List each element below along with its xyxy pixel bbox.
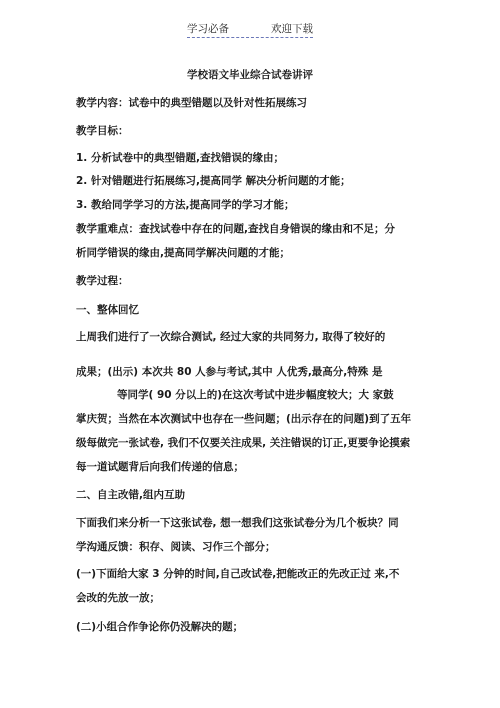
document-title: 学校语文毕业综合试卷讲评 — [187, 69, 313, 81]
teaching-content: 教学内容：试卷中的典型错题以及针对性拓展练习 — [76, 97, 307, 109]
header-right-text: 欢迎下载 — [271, 23, 313, 35]
header-left-text: 学习必备 — [187, 23, 229, 35]
goal-3: 3. 教给同学学习的方法,提高同学的学习才能； — [76, 199, 295, 211]
goal-2: 2. 针对错题进行拓展练习,提高同学 解决分析问题的才能； — [76, 175, 351, 187]
paragraph-line: 下面我们来分析一下这张试卷, 想一想我们这张试卷分为几个板块？同 — [76, 517, 399, 529]
paragraph-line: 每一道试题背后向我们传递的信息； — [76, 461, 244, 473]
paragraph-line: (二)小组合作争论你仍没解决的题； — [76, 621, 244, 633]
goal-1: 1. 分析试卷中的典型错题,查找错误的缘由； — [76, 152, 284, 164]
section-2-heading: 二、自主改错,组内互助 — [76, 489, 185, 501]
teaching-goals-heading: 教学目标： — [76, 125, 129, 137]
paragraph-line: 掌庆贺；当然在本次测试中也存在一些问题；(出示存在的问题)到了五年 — [76, 413, 412, 425]
key-points-line-2: 析同学错误的缘由,提高同学解决问题的才能； — [76, 247, 290, 259]
page-header — [187, 21, 313, 38]
paragraph-line: 等同学( 90 分以上的)在这次考试中进步幅度较大；大 家鼓 — [117, 389, 394, 401]
teaching-process-heading: 教学过程： — [76, 275, 129, 287]
paragraph-line: 学沟通反馈：积存、阅读、习作三个部分； — [76, 541, 276, 553]
key-points-line-1: 教学重难点：查找试卷中存在的问题,查找自身错误的缘由和不足；分 — [76, 223, 395, 235]
paragraph-line: 上周我们进行了一次综合测试, 经过大家的共同努力, 取得了较好的 — [76, 331, 386, 343]
paragraph-line: 会改的先放一放； — [76, 592, 160, 604]
section-1-heading: 一、整体回忆 — [76, 304, 139, 316]
paragraph-line: (一)下面给大家 3 分钟的时间,自己改试卷,把能改正的先改正过 来,不 — [76, 568, 400, 580]
paragraph-line: 级每做完一张试卷, 我们不仅要关注成果, 关注错误的订正,更要争论摸索 — [76, 437, 411, 449]
paragraph-line: 成果；(出示) 本次共 80 人参与考试,其中 人优秀,最高分,特殊 是 — [76, 366, 383, 378]
